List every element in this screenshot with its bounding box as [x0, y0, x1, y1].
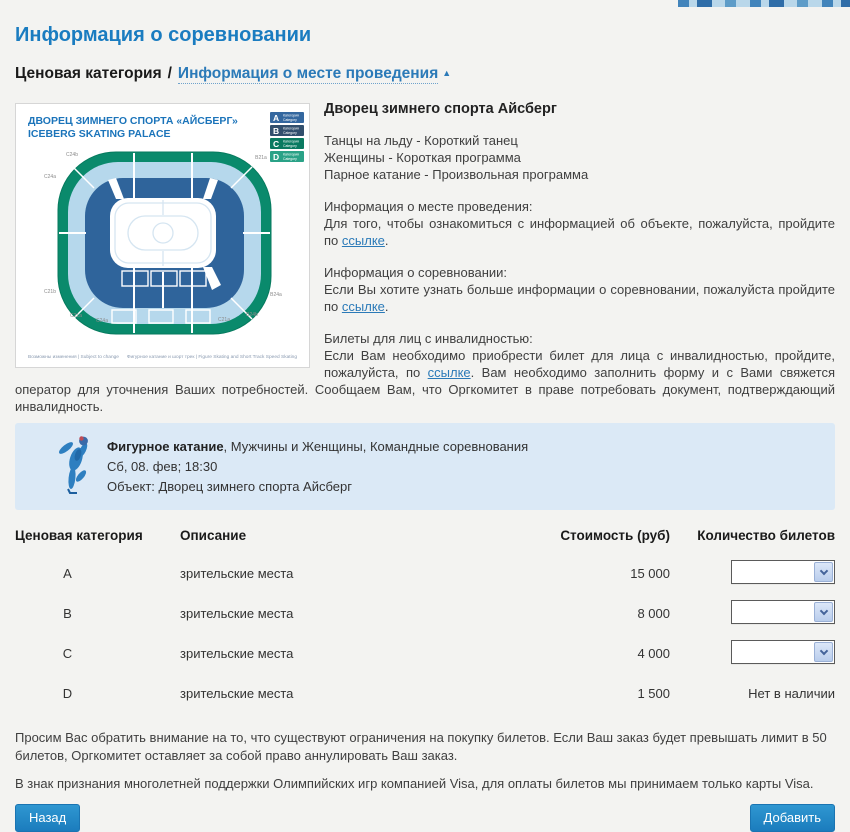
sport-name: Фигурное катание [107, 438, 224, 454]
venue-content [15, 101, 835, 415]
seating-chart-svg [16, 104, 309, 367]
svg-text:C24a: C24a [44, 174, 56, 180]
accessibility-link[interactable]: ссылке [427, 365, 471, 380]
svg-text:Category: Category [283, 157, 297, 161]
quantity-select-c[interactable] [731, 640, 835, 664]
chevron-down-icon[interactable] [814, 562, 833, 582]
svg-text:Category: Category [283, 144, 297, 148]
svg-text:C21a: C21a [70, 313, 82, 319]
event-venue: Объект: Дворец зимнего спорта Айсберг [107, 478, 352, 494]
top-banner-strip [678, 0, 850, 7]
arena-bowl [58, 152, 271, 334]
price-table [15, 524, 835, 713]
map-legend [270, 112, 304, 162]
legend-letter-b: B [273, 126, 280, 136]
purchase-notes [15, 729, 835, 793]
col-header-price: Стоимость (руб) [560, 528, 670, 543]
svg-text:Категория: Категория [283, 152, 299, 157]
breadcrumb-separator: / [167, 65, 172, 82]
svg-text:Категория: Категория [283, 113, 299, 118]
section-title: Информация о соревновании: [324, 265, 508, 280]
map-footer-left: Возможны изменения | Subject to change [28, 355, 119, 360]
description-cell: зрительские места [180, 565, 294, 581]
event-datetime: Сб, 08. фев; 18:30 [107, 458, 218, 474]
chevron-down-icon[interactable] [814, 602, 833, 622]
action-bar [15, 804, 835, 825]
svg-text:C24a: C24a [96, 318, 108, 324]
col-header-category: Ценовая категория [15, 528, 143, 543]
page-title: Информация о соревновании [15, 24, 312, 46]
section-body: Если Вы хотите узнать больше информации о соревновании, пожалуйста пройдите по ссылке. [324, 282, 835, 314]
limit-note: Просим Вас обратить внимание на то, что существуют ограничения на покупку билетов. Если Ваш заказ будет превышать лимит в 50 билетов, Оргкомитет оставляет за собой право аннулировать Ваш заказ. [15, 730, 827, 763]
table-row [15, 673, 835, 713]
svg-text:Category: Category [283, 131, 297, 135]
svg-text:B21a: B21a [255, 155, 267, 161]
back-button[interactable]: Назад [15, 804, 80, 832]
svg-text:Category: Category [283, 118, 297, 122]
breadcrumb-venue-info-link[interactable]: Информация о месте проведения [177, 65, 439, 82]
table-row [15, 553, 835, 593]
visa-note: В знак признания многолетней поддержки Олимпийских игр компанией Visa, для оплаты билетов мы принимаем только карты Visa. [15, 776, 814, 791]
availability-cell: Нет в наличии [748, 685, 835, 701]
section-body: Для того, чтобы ознакомиться с информацией об объекте, пожалуйста, пройдите по ссылке. [324, 216, 835, 248]
figure-skating-icon [57, 433, 91, 500]
quantity-select-a[interactable] [731, 560, 835, 584]
price-cell: 4 000 [637, 645, 670, 661]
map-title-en: ICEBERG SKATING PALACE [28, 128, 171, 140]
category-cell: D [62, 685, 73, 701]
venue-heading: Дворец зимнего спорта Айсберг [324, 101, 557, 117]
discipline-line: Танцы на льду - Короткий танец [324, 133, 518, 148]
quantity-select-b[interactable] [731, 600, 835, 624]
competition-info-link[interactable]: ссылке [341, 299, 385, 314]
chevron-down-icon[interactable] [814, 642, 833, 662]
event-summary-box [15, 423, 835, 510]
legend-letter-d: D [273, 152, 280, 162]
section-title: Информация о месте проведения: [324, 199, 533, 214]
category-cell: B [63, 605, 72, 621]
event-details [107, 437, 528, 497]
col-header-quantity: Количество билетов [697, 528, 835, 543]
map-footer-right: Фигурное катание и шорт трек | Figure Skating and Short Track Speed Skating [126, 355, 297, 360]
price-cell: 15 000 [630, 565, 670, 581]
col-header-description: Описание [180, 528, 247, 543]
description-cell: зрительские места [180, 645, 294, 661]
svg-text:Категория: Категория [283, 126, 299, 131]
svg-text:C21a: C21a [218, 317, 230, 323]
venue-info-link[interactable]: ссылке [341, 233, 385, 248]
category-cell: A [63, 565, 72, 581]
table-row [15, 593, 835, 633]
section-body: Если Вам необходимо приобрести билет для лица с инвалидностью, пройдите, пожалуйста, по ссылке. Вам необходимо заполнить форму и с Вами свяжется оператор для уточнения Ваших потребностей. Сообщаем Вам, что Оргкомитет в праве потребовать документ, подтверждающий инвалидность. [15, 348, 835, 414]
description-cell: зрительские места [180, 685, 294, 701]
category-cell: C [62, 645, 73, 661]
event-title-line: Фигурное катание, Мужчины и Женщины, Командные соревнования [107, 438, 529, 454]
svg-text:Категория: Категория [283, 139, 299, 144]
add-button[interactable]: Добавить [750, 804, 835, 832]
price-cell: 8 000 [637, 605, 670, 621]
svg-text:C24b: C24b [66, 152, 78, 158]
svg-text:B24a: B24a [270, 292, 282, 298]
breadcrumb-current: Ценовая категория [15, 65, 162, 82]
discipline-line: Женщины - Короткая программа [324, 150, 521, 165]
map-title-ru: ДВОРЕЦ ЗИМНЕГО СПОРТА «АЙСБЕРГ» [28, 115, 238, 127]
svg-text:C21b: C21b [44, 289, 56, 295]
legend-letter-c: C [273, 139, 280, 149]
legend-letter-a: A [273, 113, 280, 123]
description-cell: зрительские места [180, 605, 294, 621]
price-cell: 1 500 [637, 685, 670, 701]
table-row [15, 633, 835, 673]
breadcrumb [15, 65, 835, 83]
discipline-line: Парное катание - Произвольная программа [324, 167, 589, 182]
collapse-arrow-icon[interactable]: ▲ [442, 68, 452, 78]
section-title: Билеты для лиц с инвалидностью: [324, 331, 533, 346]
svg-text:B24b: B24b [246, 312, 258, 318]
venue-map [15, 103, 310, 368]
